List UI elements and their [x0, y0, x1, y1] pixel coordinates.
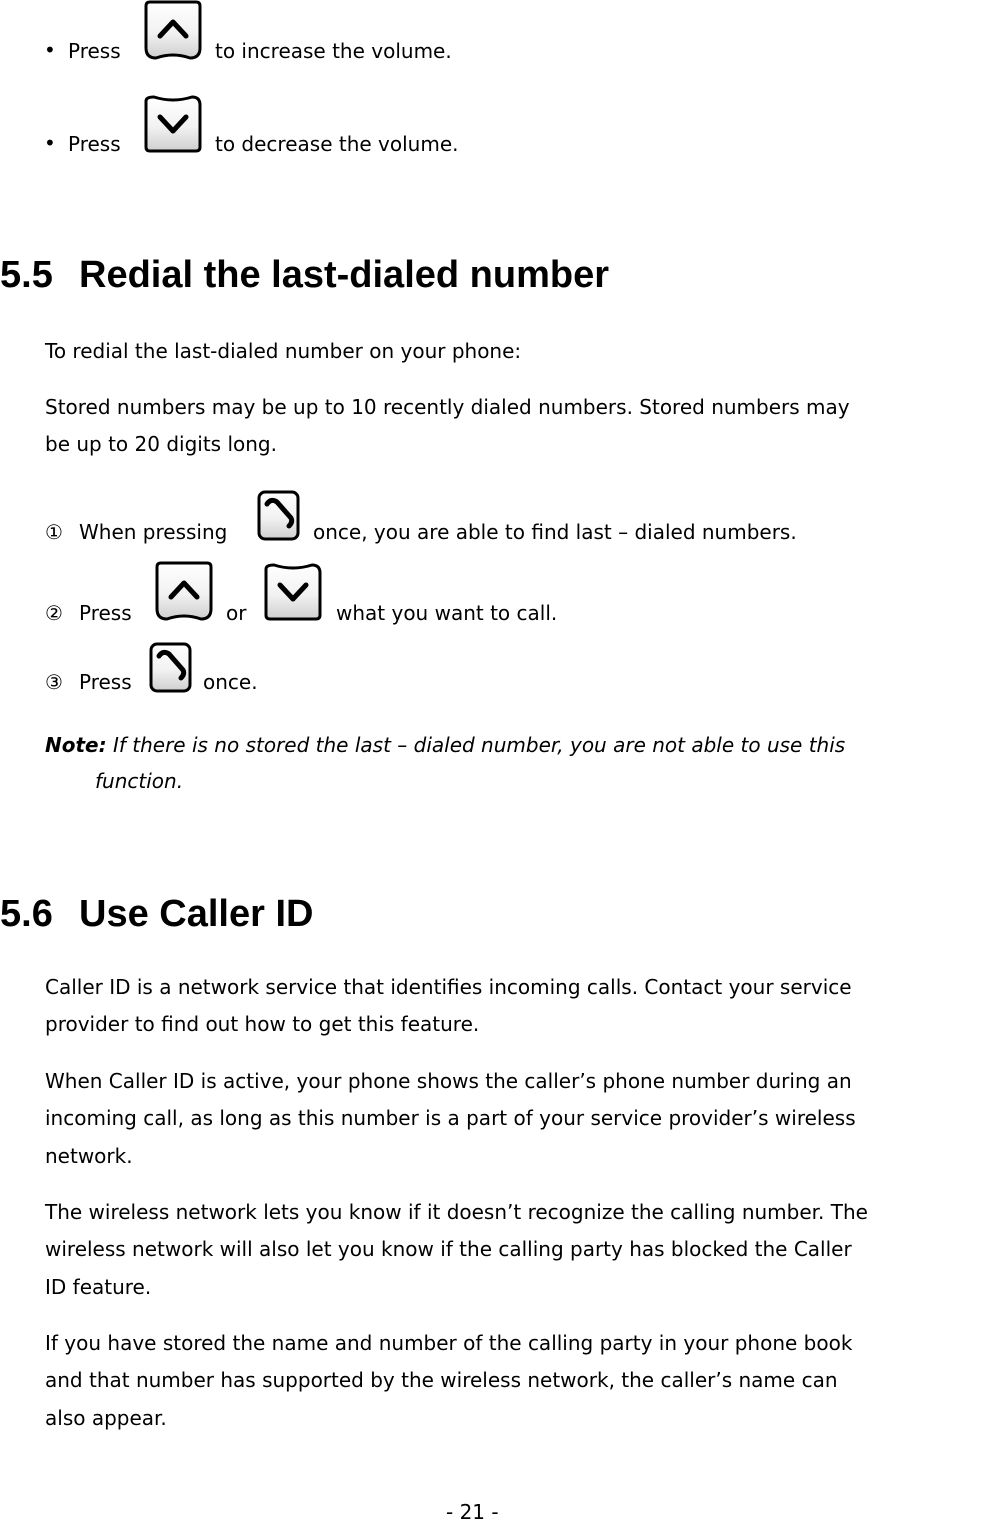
step-1-before: When pressing: [79, 520, 228, 544]
step-1-after: once, you are able to find last – dialed numbers.: [313, 520, 797, 544]
caller-id-p3-line-3: ID feature.: [45, 1275, 152, 1299]
volume-up-press-label: Press: [68, 39, 121, 63]
bullet-dot: •: [44, 131, 56, 155]
step-2-after: what you want to call.: [336, 601, 558, 625]
step-2-marker: ②: [45, 601, 63, 625]
volume-down-text: to decrease the volume.: [215, 132, 459, 156]
caller-id-p4-line-3: also appear.: [45, 1406, 167, 1430]
step-3-after: once.: [203, 670, 258, 694]
note-line-1: If there is no stored the last – dialed number, you are not able to use this: [112, 733, 846, 757]
caller-id-p2-line-3: network.: [45, 1144, 133, 1168]
note-block: [45, 727, 845, 764]
send-call-key-icon: [257, 490, 301, 542]
section-5-5-number: 5.5: [0, 254, 53, 296]
caller-id-p3-line-2: wireless network will also let you know if the calling party has blocked the Caller: [45, 1237, 852, 1261]
caller-id-p1-line-1: Caller ID is a network service that identifies incoming calls. Contact your service: [45, 975, 852, 999]
step-3-marker: ③: [45, 670, 63, 694]
send-call-key-icon: [149, 642, 193, 694]
caller-id-p1-line-2: provider to find out how to get this feature.: [45, 1012, 480, 1036]
caller-id-p2-line-1: When Caller ID is active, your phone shows the caller’s phone number during an: [45, 1069, 852, 1093]
caller-id-p2-line-2: incoming call, as long as this number is a part of your service provider’s wireless: [45, 1106, 856, 1130]
section-5-5-title: Redial the last-dialed number: [79, 254, 609, 296]
up-arrow-key-icon: [153, 561, 215, 623]
volume-down-press-label: Press: [68, 132, 121, 156]
step-1-marker: ①: [45, 520, 63, 544]
page-number: - 21 -: [446, 1500, 499, 1524]
down-arrow-key-icon: [142, 93, 204, 155]
down-arrow-key-icon: [262, 561, 324, 623]
step-2-before: Press: [79, 601, 132, 625]
step-2-or: or: [226, 601, 247, 625]
note-label: Note:: [45, 733, 107, 757]
stored-numbers-line-1: Stored numbers may be up to 10 recently dialed numbers. Stored numbers may: [45, 395, 850, 419]
caller-id-p4-line-2: and that number has supported by the wireless network, the caller’s name can: [45, 1368, 838, 1392]
volume-up-text: to increase the volume.: [215, 39, 452, 63]
stored-numbers-line-2: be up to 20 digits long.: [45, 432, 277, 456]
caller-id-p4-line-1: If you have stored the name and number of the calling party in your phone book: [45, 1331, 853, 1355]
caller-id-p3-line-1: The wireless network lets you know if it doesn’t recognize the calling number. The: [45, 1200, 868, 1224]
section-5-6-title: Use Caller ID: [79, 893, 314, 935]
bullet-dot: •: [44, 38, 56, 62]
up-arrow-key-icon: [142, 0, 204, 62]
note-line-2: function.: [95, 769, 184, 793]
step-3-before: Press: [79, 670, 132, 694]
section-5-6-number: 5.6: [0, 893, 53, 935]
redial-intro: To redial the last-dialed number on your phone:: [45, 339, 522, 363]
